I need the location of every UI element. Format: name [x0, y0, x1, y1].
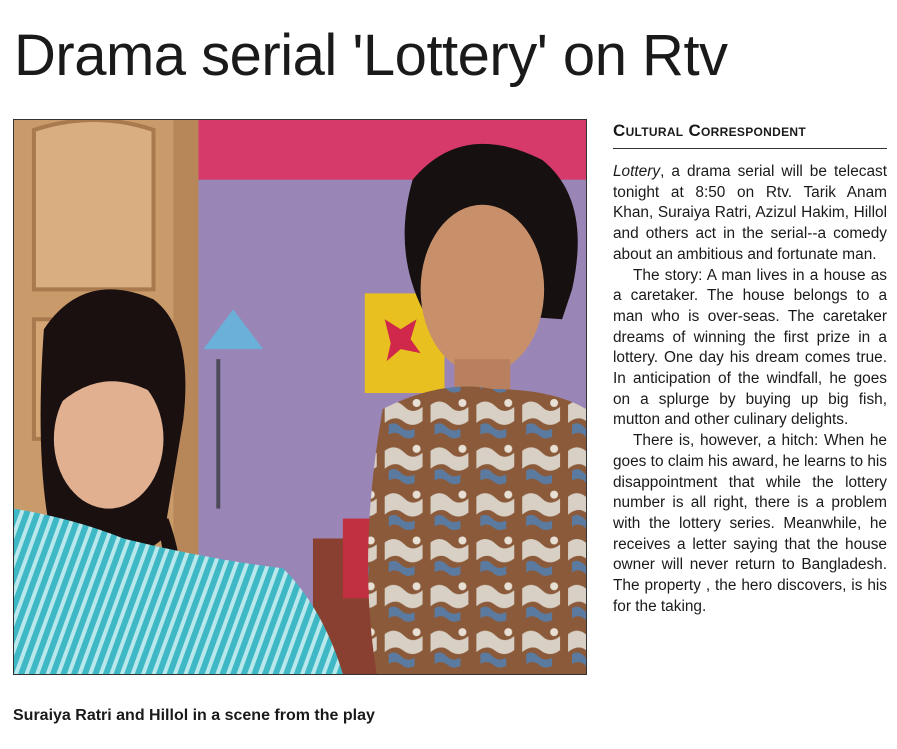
article-paragraph-text: , a drama serial will be telecast tonight at 8:50 on Rtv. Tarik Anam Khan, Suraiya Ratri, Azizul Hakim, Hillol and others act in the serial--a comedy about an ambitious and fortunate man.: [613, 163, 887, 263]
photo-caption: Suraiya Ratri and Hillol in a scene from the play: [13, 707, 375, 724]
headline: Drama serial 'Lottery' on Rtv: [14, 23, 728, 88]
article-paragraph: There is, however, a hitch: When he goes to claim his award, he learns to his disappointment that while the lottery number is all right, there is a problem with the lottery series. Meanwhile, he receives a letter saying that the house owner will never return to Bangladesh. The property , the hero discovers, is his for the taking.: [613, 432, 887, 615]
article-paragraph: The story: A man lives in a house as a caretaker. The house belongs to a man who is over-seas. The caretaker dreams of winning the first prize in a lottery. One day his dream comes true. In anticipation of the windfall, he goes on a splurge by buying up big fish, mutton and other culinary delights.: [613, 266, 887, 429]
scene-photo-illustration: [14, 120, 586, 674]
article-paragraph: [613, 162, 887, 266]
byline: Cultural Correspondent: [613, 121, 806, 140]
scene-photo: [13, 119, 587, 675]
article-body: [613, 162, 887, 617]
serial-title: Lottery: [613, 163, 661, 180]
byline-divider: [613, 148, 887, 149]
